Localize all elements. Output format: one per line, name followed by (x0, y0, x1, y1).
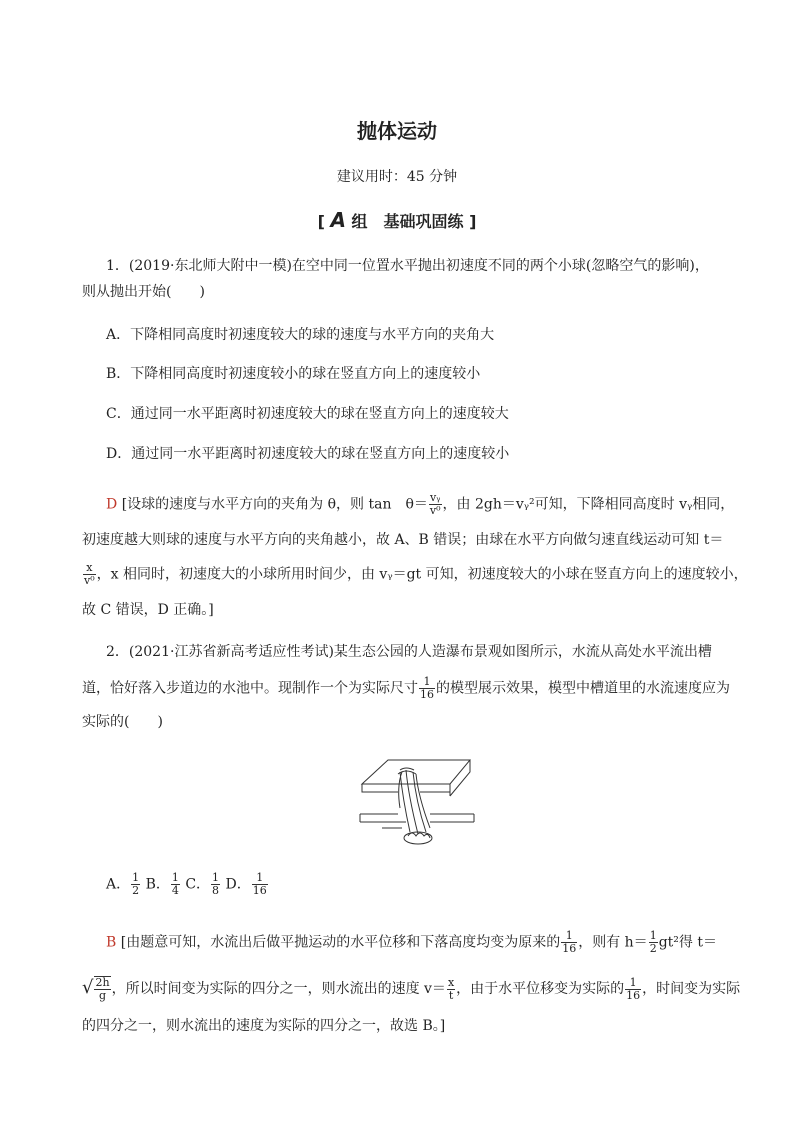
q1-explanation-line2: 初速度越大则球的速度与水平方向的夹角越小，故 A、B 错误；由球在水平方向做匀速直线运动可知 t＝ (82, 532, 724, 548)
numerator: 1 (252, 872, 268, 885)
denominator: 8 (212, 884, 220, 897)
fraction (561, 930, 577, 955)
denominator: g (99, 989, 107, 1002)
denominator: v⁰ (429, 504, 441, 517)
q2-explanation-line3: 的四分之一，则水流出的速度为实际的四分之一，故选 B。] (82, 1018, 446, 1034)
q1-exp-text: ，由 2gh＝vᵧ²可知，下降相同高度时 vᵧ相同， (442, 496, 735, 513)
channel-front (362, 784, 398, 792)
q2-option-c-fraction (211, 872, 220, 897)
fraction (83, 562, 96, 587)
q2-option-a-fraction (131, 872, 140, 897)
q2-option-d-fraction (252, 872, 268, 897)
numerator: vᵧ (430, 491, 441, 504)
denominator: v⁰ (84, 574, 95, 587)
numerator: x (447, 975, 455, 989)
numerator: 1 (212, 871, 220, 884)
fraction (649, 930, 658, 955)
q2-option-a-label: A． (106, 876, 131, 893)
q1-exp-text: ，x 相同时，初速度大的小球所用时间少，由 vᵧ＝gt 可知，初速度较大的小球在竖直方向上的速度较小， (96, 566, 748, 583)
q1-answer: D (106, 496, 118, 513)
q2-exp-text: ，时间变为实际 (642, 981, 741, 997)
denominator: 2 (649, 942, 657, 955)
q2-exp-text: gt²得 t＝ (658, 934, 717, 951)
q1-option-b: B．下降相同高度时初速度较小的球在竖直方向上的速度较小 (106, 366, 481, 382)
q1-stem-line1: 1．(2019·东北师大附中一模)在空中同一位置水平抛出初速度不同的两个小球(忽略空气的影响)， (106, 258, 709, 274)
q2-exp-text: [由题意可知，水流出后做平抛运动的水平位移和下落高度均变为原来的 (120, 934, 561, 951)
fraction (419, 676, 435, 701)
q2-stem-text: 道，恰好落入步道边的水池中。现制作一个为实际尺寸 (82, 680, 418, 697)
q2-option-d-label: D． (225, 876, 251, 893)
group-heading (0, 208, 794, 232)
channel-top (362, 760, 470, 784)
group-letter: A (330, 208, 346, 232)
q2-stem-text: 的模型展示效果，模型中槽道里的水流速度应为 (436, 680, 730, 697)
q2-option-b-label: B． (145, 876, 170, 893)
q2-exp-text: ，则有 h＝ (578, 934, 648, 951)
fraction (447, 977, 455, 1002)
waterfall-figure (358, 752, 476, 848)
numerator: x (83, 562, 96, 575)
q2-option-b-fraction (171, 872, 180, 897)
denominator: 16 (420, 688, 434, 701)
group-bracket-open: [ (317, 212, 325, 231)
suggested-time: 建议用时：45 分钟 (336, 169, 458, 185)
q2-stem-line1: 2．(2021·江苏省新高考适应性考试)某生态公园的人造瀑布景观如图所示，水流从高处水平流出槽 (106, 644, 712, 660)
fraction (429, 492, 442, 517)
q2-answer: B (106, 934, 117, 951)
fraction (94, 976, 110, 1002)
q1-exp-text: [设球的速度与水平方向的夹角为 θ，则 tan θ＝ (121, 496, 428, 513)
q2-options (106, 872, 746, 897)
group-bracket-close: ] (469, 212, 477, 231)
q2-exp-text: ，由于水平位移变为实际的 (456, 981, 625, 997)
q1-stem-line2: 则从抛出开始( ) (82, 284, 205, 300)
q1-explanation-line1 (106, 492, 746, 517)
page-title: 抛体运动 (357, 119, 437, 143)
numerator: 2h (95, 976, 110, 989)
water-stream (400, 772, 410, 832)
q2-exp-text: ，所以时间变为实际的四分之一，则水流出的速度 v＝ (111, 981, 446, 997)
denominator: 16 (562, 942, 577, 955)
q1-explanation-line4: 故 C 错误，D 正确。] (82, 602, 214, 618)
numerator: 1 (419, 676, 435, 689)
group-label: 组 基础巩固练 (351, 212, 464, 231)
denominator: 4 (171, 884, 179, 897)
q2-explanation-line2 (82, 975, 741, 1002)
numerator: 1 (625, 977, 641, 990)
q1-option-a: A．下降相同高度时初速度较大的球的速度与水平方向的夹角大 (106, 327, 495, 343)
denominator: 16 (626, 988, 641, 1002)
q1-option-d: D．通过同一水平距离时初速度较大的球在竖直方向上的速度较小 (106, 446, 510, 462)
q2-stem-line2 (82, 675, 730, 701)
square-root: √ $\frac{2h}{g}$ (82, 976, 110, 1002)
denominator: 2 (132, 884, 140, 897)
q1-option-c: C．通过同一水平距离时初速度较大的球在竖直方向上的速度较大 (106, 406, 509, 422)
numerator: 1 (561, 930, 577, 943)
denominator: t (448, 988, 454, 1002)
numerator: 1 (132, 871, 140, 884)
denominator: 16 (252, 884, 267, 897)
numerator: 1 (171, 871, 179, 884)
q2-stem-line3: 实际的( ) (82, 714, 163, 730)
fraction (625, 977, 641, 1002)
q1-explanation-line3 (82, 561, 748, 587)
numerator: 1 (649, 929, 657, 942)
q2-explanation-line1 (106, 930, 746, 955)
q2-option-c-label: C． (185, 876, 211, 893)
